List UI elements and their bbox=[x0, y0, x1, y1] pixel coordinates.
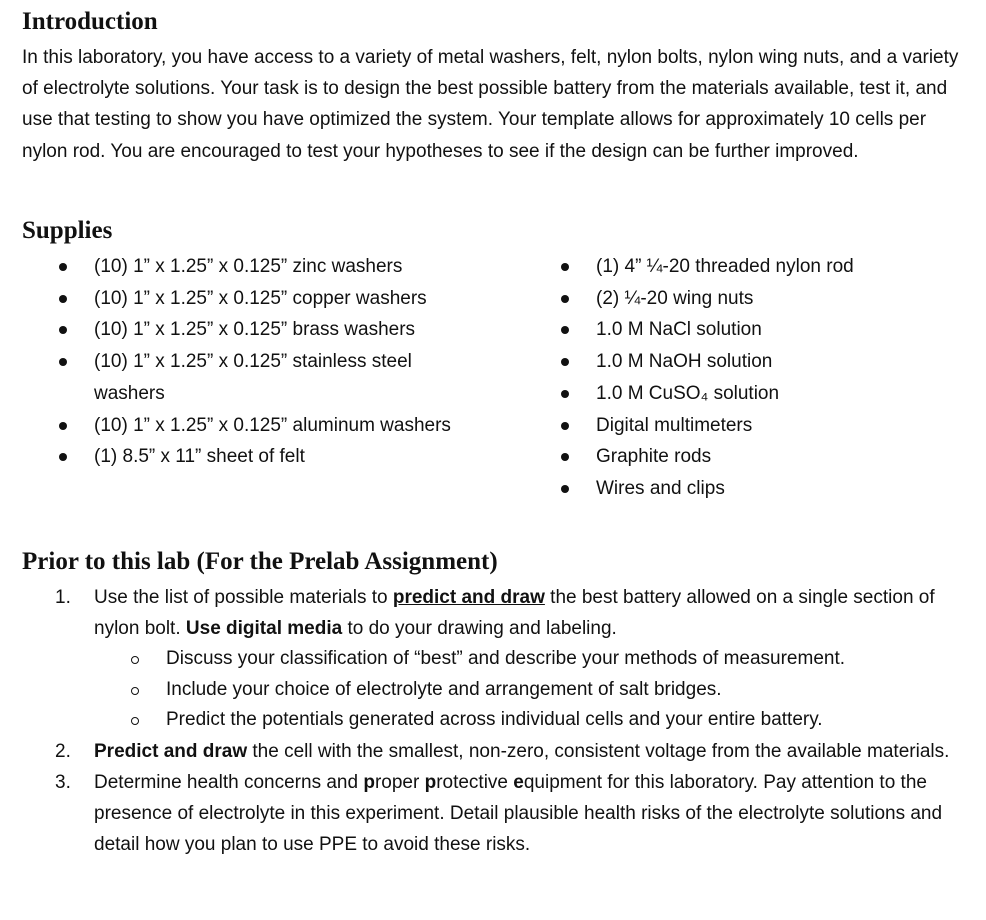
task-number: 1. bbox=[55, 587, 71, 608]
bullet-icon bbox=[561, 263, 569, 271]
task-emphasis: e bbox=[513, 771, 524, 793]
prelab-task-2 bbox=[55, 736, 960, 767]
list-item bbox=[55, 314, 505, 346]
task-number: 2. bbox=[55, 740, 71, 762]
supply-item-text: (10) 1” x 1.25” x 0.125” stainless steel washers bbox=[94, 351, 412, 404]
bullet-icon bbox=[561, 390, 569, 398]
supplies-list-right bbox=[557, 251, 977, 505]
introduction-heading: Introduction bbox=[22, 8, 158, 35]
list-item bbox=[557, 441, 977, 473]
supplies-list-left bbox=[55, 251, 505, 473]
list-item bbox=[557, 378, 977, 410]
supply-item-text: Digital multimeters bbox=[596, 414, 753, 436]
task-text: Use the list of possible materials to bbox=[94, 587, 393, 608]
supply-item-text: Wires and clips bbox=[596, 477, 725, 499]
task-text: roper bbox=[374, 771, 425, 793]
supply-item-text: 1.0 M NaOH solution bbox=[596, 351, 773, 373]
prelab-task-list bbox=[55, 582, 960, 860]
prelab-task-1 bbox=[55, 582, 960, 736]
subtask-text: Discuss your classification of “best” and describe your methods of measurement. bbox=[166, 648, 846, 669]
introduction-paragraph: In this laboratory, you have access to a variety of metal washers, felt, nylon bolts, nylon wing nuts, and a variety of electrolyte solutions. Your task is to design the best possible battery from the materials available, test it, and use that testing to show you have optimized the system. Your template allows for approximately 10 cells per nylon rod. You are encouraged to test your hypotheses to see if the design can be further improved. bbox=[22, 47, 959, 162]
prelab-task-3 bbox=[55, 767, 960, 860]
circle-bullet-icon bbox=[131, 687, 139, 695]
bullet-icon bbox=[59, 295, 67, 303]
bullet-icon bbox=[59, 263, 67, 271]
subtask-text: Include your choice of electrolyte and arrangement of salt bridges. bbox=[166, 678, 722, 700]
prelab-subtask-list bbox=[94, 644, 960, 736]
prelab-heading: Prior to this lab (For the Prelab Assignment) bbox=[22, 548, 498, 575]
list-item bbox=[557, 346, 977, 378]
list-item bbox=[55, 251, 505, 283]
supply-item-text: Graphite rods bbox=[596, 446, 712, 468]
bullet-icon bbox=[59, 453, 67, 461]
task-text: the cell with the smallest, non-zero, consistent voltage from the available materials. bbox=[247, 740, 950, 762]
bullet-icon bbox=[561, 422, 569, 430]
list-item bbox=[55, 283, 505, 315]
bullet-icon bbox=[561, 485, 569, 493]
supply-item-text: (10) 1” x 1.25” x 0.125” aluminum washers bbox=[94, 414, 451, 436]
bullet-icon bbox=[561, 326, 569, 334]
supply-item-text: (10) 1” x 1.25” x 0.125” copper washers bbox=[94, 287, 427, 309]
task-emphasis: p bbox=[363, 771, 375, 793]
bullet-icon bbox=[59, 326, 67, 334]
list-item bbox=[557, 473, 977, 505]
supply-item-text: (2) ¼-20 wing nuts bbox=[596, 287, 754, 309]
supplies-heading: Supplies bbox=[22, 217, 113, 244]
list-item bbox=[557, 283, 977, 315]
subtask-text: Predict the potentials generated across individual cells and your entire battery. bbox=[166, 709, 823, 731]
circle-bullet-icon bbox=[131, 717, 139, 725]
list-item bbox=[557, 410, 977, 442]
list-item bbox=[557, 251, 977, 283]
task-number: 3. bbox=[55, 771, 71, 793]
supply-item-text: (10) 1” x 1.25” x 0.125” brass washers bbox=[94, 319, 416, 341]
bullet-icon bbox=[59, 358, 67, 366]
list-item bbox=[55, 441, 505, 473]
task-emphasis: p bbox=[424, 771, 437, 793]
circle-bullet-icon bbox=[131, 656, 139, 664]
task-emphasis: predict and draw bbox=[392, 587, 545, 608]
bullet-icon bbox=[59, 422, 67, 430]
task-text: quipment for this laboratory. Pay attention to the presence of electrolyte in this experiment. Detail plausible health risks of the electrolyte solutions and detail how you plan to use PPE to avoid these risks. bbox=[94, 771, 943, 855]
task-text: the best battery allowed on a single section of nylon bolt. bbox=[94, 587, 935, 639]
task-text: to do your drawing and labeling. bbox=[342, 618, 617, 639]
task-emphasis: Use digital media bbox=[185, 618, 343, 639]
list-item bbox=[127, 705, 960, 736]
task-text: Determine health concerns and bbox=[94, 771, 364, 793]
bullet-icon bbox=[561, 295, 569, 303]
bullet-icon bbox=[561, 453, 569, 461]
list-item bbox=[557, 314, 977, 346]
list-item bbox=[127, 675, 960, 706]
supply-item-text: 1.0 M CuSO₄ solution bbox=[596, 382, 780, 404]
list-item bbox=[55, 346, 505, 409]
task-emphasis: Predict and draw bbox=[94, 740, 248, 762]
list-item bbox=[127, 644, 960, 675]
bullet-icon bbox=[561, 358, 569, 366]
supply-item-text: (10) 1” x 1.25” x 0.125” zinc washers bbox=[94, 256, 403, 277]
task-text: rotective bbox=[436, 771, 514, 793]
list-item bbox=[55, 410, 505, 442]
supply-item-text: (1) 8.5” x 11” sheet of felt bbox=[94, 446, 305, 468]
supply-item-text: (1) 4” ¼-20 threaded nylon rod bbox=[596, 256, 854, 277]
supply-item-text: 1.0 M NaCl solution bbox=[596, 319, 762, 341]
